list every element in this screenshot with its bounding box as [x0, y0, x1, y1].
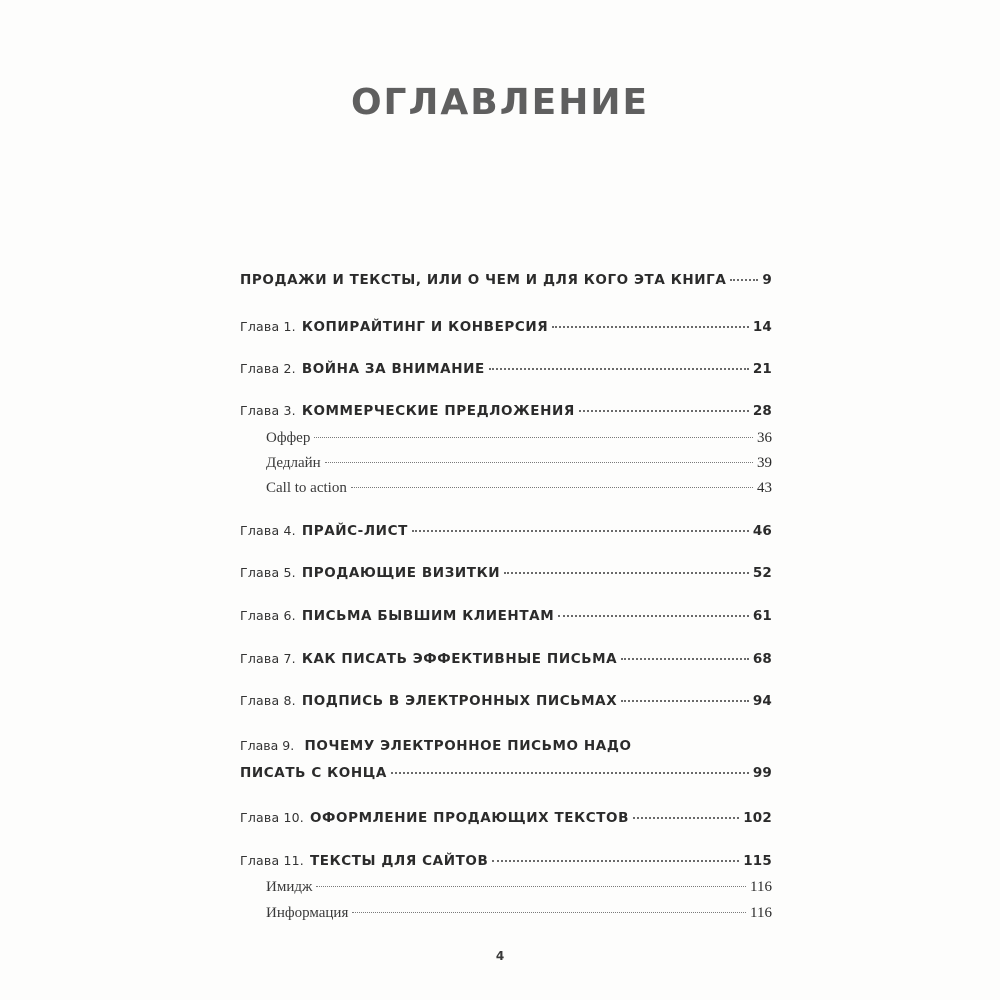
dot-leader — [316, 886, 746, 887]
chapter-page: 52 — [752, 565, 772, 581]
subentry-title: Имидж — [266, 879, 313, 895]
chapter-page: 46 — [752, 523, 772, 539]
chapter-page: 102 — [743, 810, 772, 826]
chapter-prefix: Глава 6. — [240, 608, 296, 623]
toc-entry-chapter-5[interactable] — [240, 565, 772, 581]
toc-entry-chapter-3[interactable] — [240, 403, 772, 419]
toc-subentry[interactable] — [266, 430, 772, 447]
toc-entry-chapter-8[interactable] — [240, 693, 772, 709]
dot-leader — [489, 368, 749, 370]
chapter-prefix: Глава 2. — [240, 361, 296, 376]
dot-leader — [621, 658, 749, 660]
dot-leader — [633, 817, 739, 819]
chapter-page: 99 — [752, 765, 772, 781]
chapter-title: ПРАЙС-ЛИСТ — [301, 523, 408, 539]
chapter-title: ВОЙНА ЗА ВНИМАНИЕ — [301, 361, 485, 377]
subentry-page: 116 — [750, 905, 772, 921]
toc-entry-chapter-9-line2[interactable] — [240, 765, 772, 781]
subentry-title: Дедлайн — [266, 455, 321, 471]
chapter-page: 61 — [752, 608, 772, 624]
toc-subentry[interactable] — [266, 905, 772, 922]
chapter-title: КОММЕРЧЕСКИЕ ПРЕДЛОЖЕНИЯ — [301, 403, 575, 419]
chapter-page: 28 — [752, 403, 772, 419]
toc-entry-chapter-4[interactable] — [240, 523, 772, 539]
chapter-prefix: Глава 9. — [240, 738, 295, 753]
chapter-title: ПРОДАЮЩИЕ ВИЗИТКИ — [301, 565, 501, 581]
dot-leader — [391, 772, 749, 774]
toc-entry-chapter-7[interactable] — [240, 651, 772, 667]
toc-subentry[interactable] — [266, 455, 772, 472]
toc-entry-chapter-10[interactable] — [240, 810, 772, 826]
toc-subentry[interactable] — [266, 879, 772, 896]
chapter-page: 14 — [752, 319, 772, 335]
subentry-title: Информация — [266, 905, 349, 921]
subentry-page: 36 — [757, 430, 772, 446]
toc-entry-intro[interactable] — [240, 272, 772, 288]
dot-leader — [351, 487, 753, 488]
dot-leader — [314, 437, 753, 438]
toc-subentry[interactable] — [266, 480, 772, 497]
chapter-prefix: Глава 10. — [240, 810, 304, 825]
toc-entry-chapter-11[interactable] — [240, 853, 772, 869]
chapter-title: ПОДПИСЬ В ЭЛЕКТРОННЫХ ПИСЬМАХ — [301, 693, 618, 709]
dot-leader — [552, 326, 749, 328]
chapter-prefix: Глава 11. — [240, 853, 304, 868]
chapter-title: ПИСЬМА БЫВШИМ КЛИЕНТАМ — [301, 608, 555, 624]
dot-leader — [492, 860, 739, 862]
chapter-prefix: Глава 4. — [240, 523, 296, 538]
chapter-page: 115 — [743, 853, 772, 869]
chapter-prefix: Глава 3. — [240, 403, 296, 418]
toc-entry-title: ПРОДАЖИ И ТЕКСТЫ, ИЛИ О ЧЕМ И ДЛЯ КОГО ЭТА КНИГА — [240, 272, 727, 288]
chapter-prefix: Глава 8. — [240, 693, 296, 708]
chapter-title: ТЕКСТЫ ДЛЯ САЙТОВ — [309, 853, 489, 869]
page-number: 4 — [495, 949, 505, 963]
dot-leader — [730, 279, 758, 281]
chapter-page: 94 — [752, 693, 772, 709]
chapter-prefix: Глава 1. — [240, 319, 296, 334]
dot-leader — [325, 462, 753, 463]
subentry-page: 39 — [757, 455, 772, 471]
dot-leader — [412, 530, 749, 532]
dot-leader — [352, 912, 746, 913]
chapter-title: КОПИРАЙТИНГ И КОНВЕРСИЯ — [301, 319, 549, 335]
toc-entry-chapter-6[interactable] — [240, 608, 772, 624]
chapter-title: ПОЧЕМУ ЭЛЕКТРОННОЕ ПИСЬМО НАДО — [304, 738, 632, 754]
chapter-page: 68 — [752, 651, 772, 667]
dot-leader — [558, 615, 749, 617]
subentry-title: Call to action — [266, 480, 347, 496]
chapter-page: 21 — [752, 361, 772, 377]
subentry-title: Оффер — [266, 430, 311, 446]
chapter-title: ОФОРМЛЕНИЕ ПРОДАЮЩИХ ТЕКСТОВ — [309, 810, 630, 826]
subentry-page: 43 — [757, 480, 772, 496]
toc-entry-chapter-1[interactable] — [240, 319, 772, 335]
chapter-prefix: Глава 5. — [240, 565, 296, 580]
dot-leader — [504, 572, 749, 574]
page-title: ОГЛАВЛЕНИЕ — [350, 82, 650, 123]
chapter-prefix: Глава 7. — [240, 651, 296, 666]
chapter-title: КАК ПИСАТЬ ЭФФЕКТИВНЫЕ ПИСЬМА — [301, 651, 618, 667]
dot-leader — [621, 700, 749, 702]
subentry-page: 116 — [750, 879, 772, 895]
chapter-title-continuation: ПИСАТЬ С КОНЦА — [240, 765, 387, 781]
toc-entry-page: 9 — [762, 272, 772, 288]
toc-entry-chapter-2[interactable] — [240, 361, 772, 377]
dot-leader — [579, 410, 749, 412]
toc-entry-chapter-9-line1[interactable] — [240, 738, 632, 754]
